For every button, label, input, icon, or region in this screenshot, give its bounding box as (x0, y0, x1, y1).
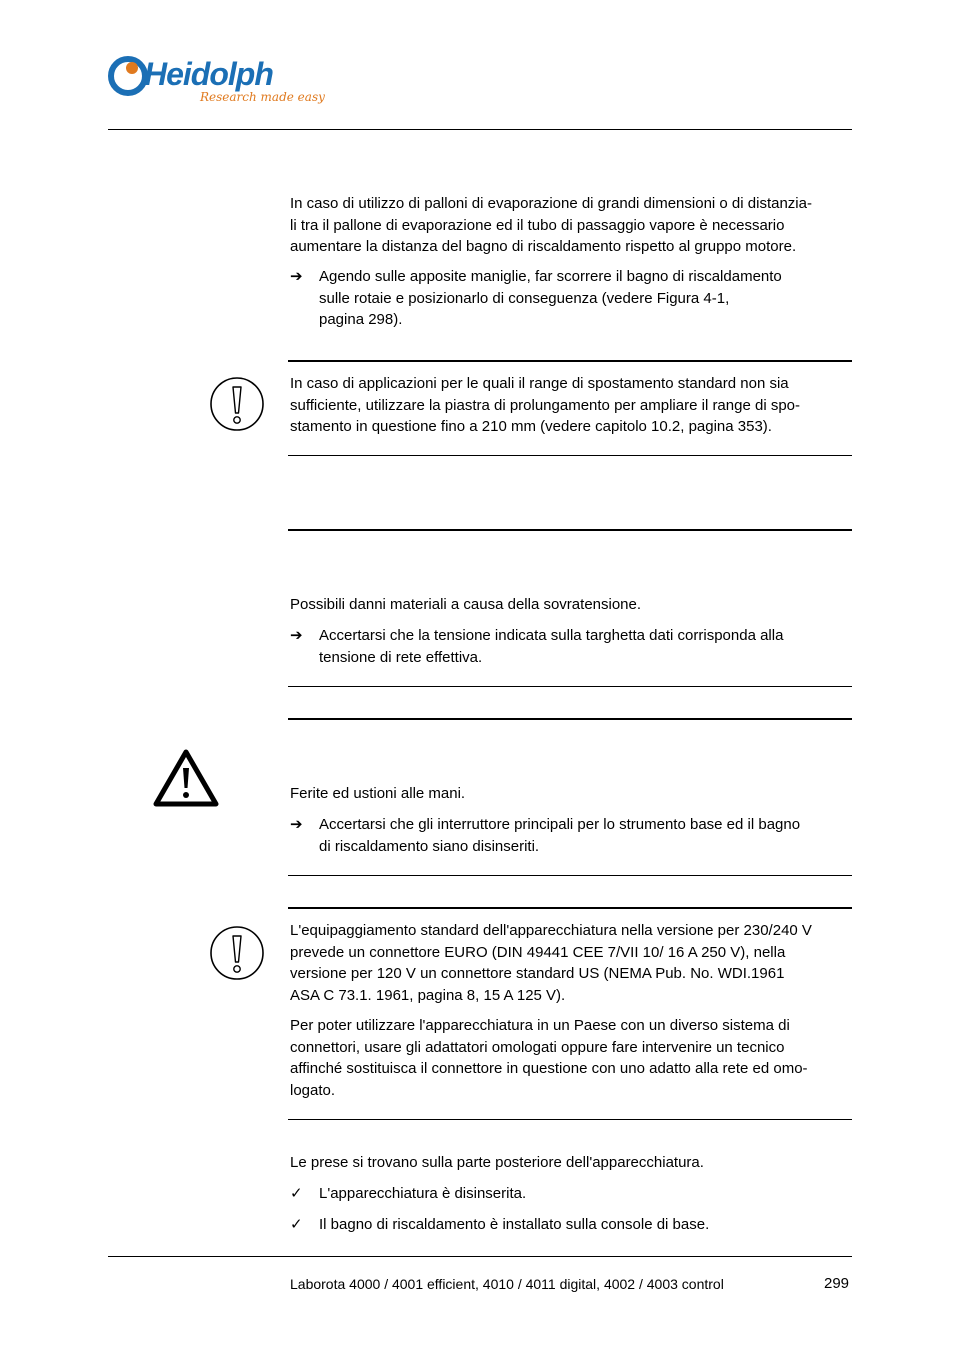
exclamation-circle-icon (208, 375, 266, 433)
section2-text: Le prese si trovano sulla parte posteriore dell'apparecchiatura. (290, 1154, 704, 1171)
precondition-text: Il bagno di riscaldamento è installato sulla console di base. (319, 1216, 710, 1233)
text-line: L'equipaggiamento standard dell'apparecchiatura nella versione per 230/240 V (290, 922, 812, 939)
precondition-text: L'apparecchiatura è disinserita. (319, 1185, 527, 1202)
text-line: Accertarsi che gli interruttore principali per lo strumento base ed il bagno (319, 816, 801, 833)
header-rule (108, 129, 852, 130)
caution1-instruction (290, 625, 852, 668)
checkmark-icon: ✓ (290, 1216, 303, 1233)
note1-top-rule (288, 360, 852, 362)
caution1-text: Possibili danni materiali a causa della sovratensione. (290, 596, 642, 613)
caution1-bottom-rule (288, 686, 852, 687)
warning1-instruction (290, 814, 852, 857)
section1-paragraph (290, 193, 852, 258)
text-line: sufficiente, utilizzare la piastra di prolungamento per ampliare il range di spo- (290, 396, 800, 414)
company-logo (108, 50, 328, 112)
arrow-bullet-icon: ➔ (290, 816, 303, 833)
text-line: connettori, usare gli adattatori omologati oppure fare intervenire un tecnico (290, 1038, 785, 1056)
logo-tagline: Research made easy (200, 90, 325, 104)
text-line: Accertarsi che la tensione indicata sulla targhetta dati corrisponda alla (319, 627, 784, 644)
text-line: pagina 298). (319, 311, 403, 328)
note2-paragraph-2 (290, 1015, 852, 1101)
note1-text (290, 373, 852, 438)
caution1-top-rule (288, 529, 852, 531)
text-line: In caso di utilizzo di palloni di evaporazione di grandi dimensioni o di distanzia- (290, 195, 812, 212)
note1-bottom-rule (288, 455, 852, 456)
text-line: affinché sostituisca il connettore in questione con uno adatto alla rete ed omo- (290, 1060, 808, 1077)
section1-instruction (290, 266, 852, 331)
note2-bottom-rule (288, 1119, 852, 1120)
note2-top-rule (288, 907, 852, 909)
note2-paragraph-1 (290, 920, 852, 1006)
text-line: Per poter utilizzare l'apparecchiatura in un Paese con un diverso sistema di (290, 1017, 790, 1034)
exclamation-circle-icon (208, 924, 266, 982)
text-line: In caso di applicazioni per le quali il range di spostamento standard non sia (290, 375, 789, 392)
warning1-text: Ferite ed ustioni alle mani. (290, 785, 466, 802)
page-number: 299 (824, 1275, 850, 1292)
text-line: aumentare la distanza del bagno di riscaldamento rispetto al gruppo motore. (290, 238, 797, 255)
text-line: sulle rotaie e posizionarlo di conseguenza (vedere Figura 4-1, (319, 289, 730, 307)
warning1-top-rule (288, 718, 852, 720)
checkmark-icon: ✓ (290, 1185, 303, 1202)
arrow-bullet-icon: ➔ (290, 627, 303, 644)
footer-rule (108, 1256, 852, 1257)
text-line: Agendo sulle apposite maniglie, far scorrere il bagno di riscaldamento (319, 268, 782, 285)
text-line: versione per 120 V un connettore standard US (NEMA Pub. No. WDI.1961 (290, 965, 785, 982)
text-line: li tra il pallone di evaporazione ed il tubo di passaggio vapore è necessario (290, 216, 785, 234)
text-line: logato. (290, 1081, 336, 1099)
footer-product-line: Laborota 4000 / 4001 efficient, 4010 / 4011 digital, 4002 / 4003 control (290, 1276, 724, 1292)
arrow-bullet-icon: ➔ (290, 268, 303, 285)
precondition-item (290, 1183, 852, 1205)
warning1-bottom-rule (288, 875, 852, 876)
text-line: di riscaldamento siano disinseriti. (319, 837, 540, 855)
warning-triangle-icon (152, 748, 220, 808)
text-line: stamento in questione fino a 210 mm (vedere capitolo 10.2, pagina 353). (290, 418, 772, 435)
precondition-item (290, 1214, 852, 1236)
text-line: tensione di rete effettiva. (319, 648, 483, 666)
text-line: ASA C 73.1. 1961, pagina 8, 15 A 125 V). (290, 986, 566, 1004)
text-line: prevede un connettore EURO (DIN 49441 CEE 7/VII 10/ 16 A 250 V), nella (290, 943, 786, 961)
logo-wordmark: Heidolph (144, 56, 273, 92)
